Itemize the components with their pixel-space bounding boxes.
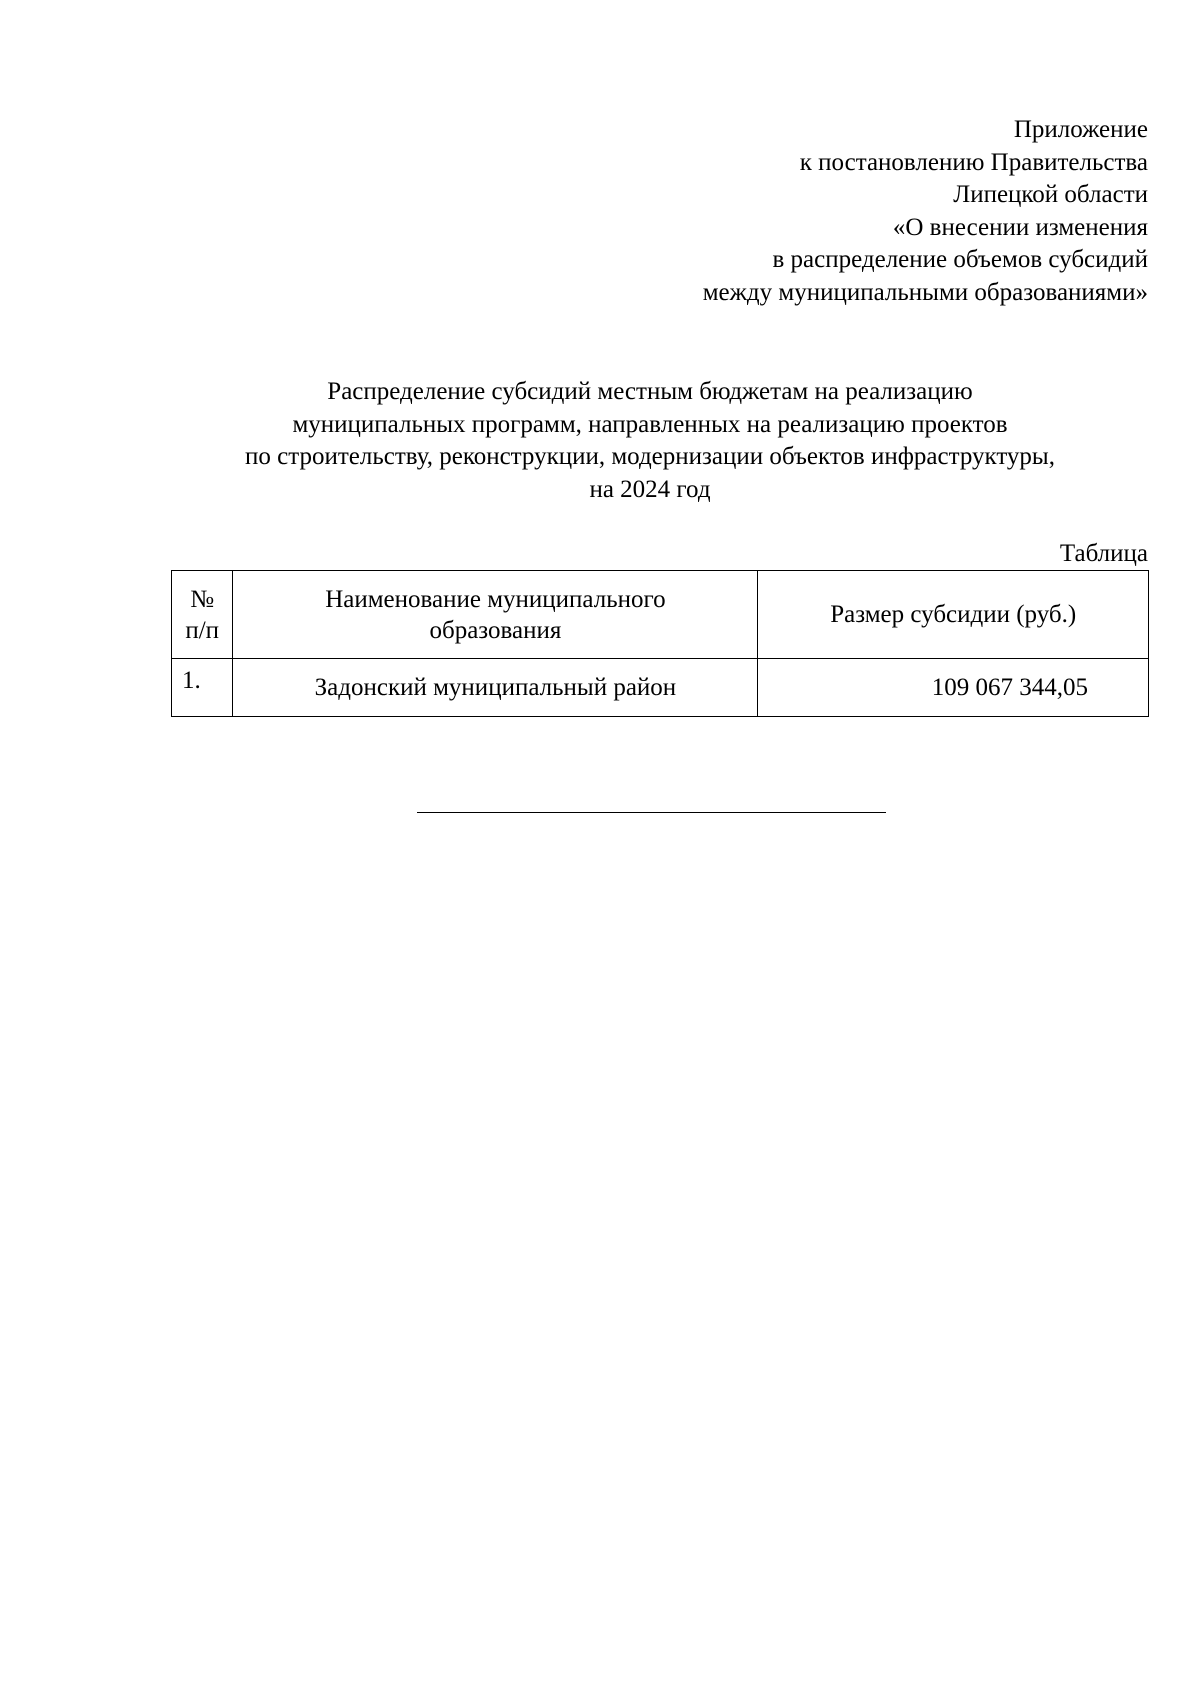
table-row (172, 659, 1149, 717)
header-number-abbrev: п/п (185, 616, 220, 644)
row-municipality: Задонский муниципальный район (233, 659, 758, 717)
appendix-line: в распределение объемов субсидий (772, 246, 1148, 273)
appendix-block (703, 114, 1148, 309)
header-amount: Размер субсидии (руб.) (758, 571, 1149, 659)
title-line: Распределение субсидий местным бюджетам на реализацию (327, 378, 973, 405)
appendix-line: Приложение (1013, 116, 1148, 143)
appendix-line: между муниципальными образованиями» (702, 278, 1148, 306)
row-amount: 109 067 344,05 (758, 659, 1149, 717)
table-header-row (172, 571, 1149, 659)
title-line: на 2024 год (589, 475, 711, 503)
appendix-line: Липецкой области (953, 181, 1148, 208)
header-number (172, 571, 233, 659)
appendix-line: к постановлению Правительства (799, 148, 1148, 176)
header-municipality (233, 571, 758, 659)
closing-divider (417, 812, 886, 813)
header-municipality-line1: Наименование муниципального (325, 585, 666, 613)
header-municipality-line2: образования (429, 616, 562, 644)
row-number: 1. (172, 659, 233, 717)
title-line: по строительству, реконструкции, модернизации объектов инфраструктуры, (245, 443, 1055, 470)
document-title (150, 376, 1150, 506)
subsidy-table (171, 570, 1149, 717)
appendix-line: «О внесении изменения (892, 213, 1148, 241)
title-line: муниципальных программ, направленных на реализацию проектов (292, 410, 1008, 438)
header-number-symbol: № (190, 585, 215, 613)
table-caption: Таблица (1059, 540, 1148, 567)
